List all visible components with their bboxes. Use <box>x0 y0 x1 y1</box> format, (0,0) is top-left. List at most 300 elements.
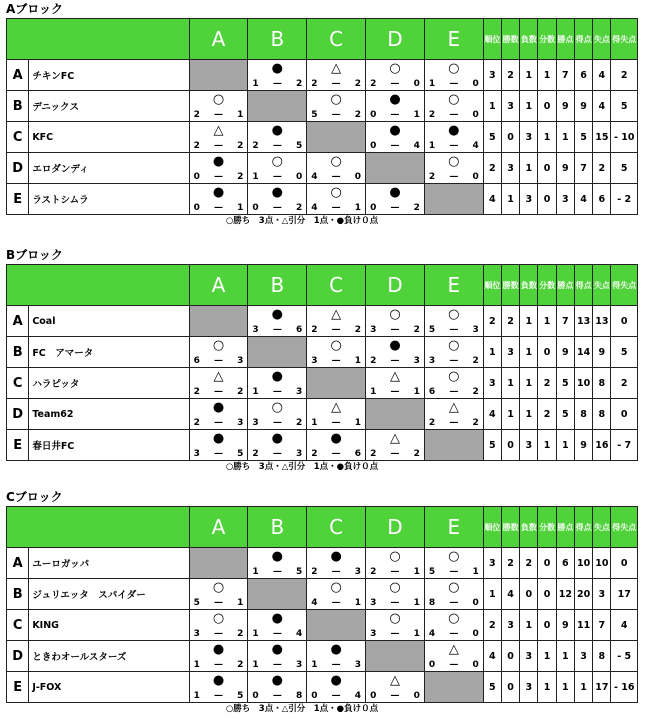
column-header: B <box>248 19 307 60</box>
stat-value: 17 <box>593 672 611 703</box>
result-symbol: ● <box>330 673 342 688</box>
stat-value: 0 <box>520 579 538 610</box>
match-score <box>370 141 420 151</box>
column-header: B <box>248 507 307 548</box>
team-row <box>7 548 638 579</box>
result-symbol: ○ <box>271 400 283 415</box>
match-result-cell <box>189 337 248 368</box>
stat-value: 1 <box>556 672 574 703</box>
stat-value: 9 <box>574 430 592 461</box>
match-result-cell <box>424 610 483 641</box>
stat-value: 3 <box>501 153 519 184</box>
home-goals: 5 <box>428 325 436 335</box>
stat-value: 3 <box>520 672 538 703</box>
self-match-cell <box>424 672 483 703</box>
stat-header: 分数 <box>538 265 556 306</box>
team-name: Team62 <box>29 399 189 430</box>
standings-table <box>6 18 638 215</box>
stat-value: 2 <box>538 399 556 430</box>
stat-value: 6 <box>593 184 611 215</box>
stat-header: 勝点 <box>556 507 574 548</box>
match-result-cell <box>248 672 307 703</box>
block-3 <box>6 490 638 715</box>
match-result-cell <box>248 548 307 579</box>
stat-value: 1 <box>520 153 538 184</box>
stat-value: 0 <box>538 91 556 122</box>
stat-value: 10 <box>574 368 592 399</box>
result-symbol: △ <box>331 61 342 76</box>
match-result-cell <box>424 368 483 399</box>
score-dash: — <box>390 325 400 335</box>
match-result-cell <box>248 399 307 430</box>
stat-value: 4 <box>611 610 638 641</box>
away-goals: 5 <box>237 449 244 459</box>
stat-value: 9 <box>556 337 574 368</box>
home-goals: 1 <box>252 172 259 182</box>
away-goals: 1 <box>413 387 420 397</box>
block-2 <box>6 248 638 473</box>
stat-header: 勝点 <box>556 265 574 306</box>
away-goals: 6 <box>295 325 303 335</box>
stat-value: 20 <box>574 579 592 610</box>
score-dash: — <box>272 172 282 182</box>
match-result-cell <box>248 430 307 461</box>
team-name: Coal <box>29 306 189 337</box>
score-dash: — <box>390 387 400 397</box>
stat-value: 1 <box>520 60 538 91</box>
match-score <box>370 598 420 608</box>
team-name: FC アマータ <box>29 337 189 368</box>
home-goals: 5 <box>193 598 200 608</box>
stat-value: 3 <box>520 430 538 461</box>
result-symbol: △ <box>448 400 459 415</box>
stat-value: 4 <box>483 641 501 672</box>
away-goals: 0 <box>413 691 420 701</box>
match-result-cell <box>424 122 483 153</box>
result-symbol: ● <box>212 185 225 200</box>
match-result-cell <box>424 91 483 122</box>
score-dash: — <box>272 629 282 639</box>
team-row <box>7 399 638 430</box>
match-result-cell <box>366 672 425 703</box>
team-name: 春日井FC <box>29 430 189 461</box>
team-name: ときわオールスターズ <box>29 641 189 672</box>
stat-value: 3 <box>501 337 519 368</box>
score-dash: — <box>390 79 400 89</box>
result-symbol: ● <box>271 307 283 322</box>
score-dash: — <box>214 691 223 701</box>
stat-value: 0 <box>611 548 638 579</box>
home-goals: 2 <box>311 79 318 89</box>
result-symbol: ○ <box>212 92 225 107</box>
home-goals: 0 <box>252 203 259 213</box>
self-match-cell <box>424 430 483 461</box>
stat-value: 5 <box>483 122 501 153</box>
stat-value: 1 <box>520 337 538 368</box>
stat-value: - 10 <box>611 122 638 153</box>
home-goals: 2 <box>193 418 200 428</box>
result-symbol: ● <box>212 400 225 415</box>
stat-value: 3 <box>520 184 538 215</box>
home-goals: 3 <box>311 356 318 366</box>
result-symbol: ● <box>330 431 342 446</box>
match-result-cell <box>307 153 366 184</box>
match-result-cell <box>248 60 307 91</box>
stat-header: 得失点 <box>611 507 638 548</box>
away-goals: 2 <box>354 325 362 335</box>
match-score <box>194 449 244 459</box>
stat-value: 3 <box>520 122 538 153</box>
match-result-cell <box>366 337 425 368</box>
match-result-cell <box>307 641 366 672</box>
score-dash: — <box>214 660 223 670</box>
row-label: A <box>7 60 29 91</box>
stat-value: - 7 <box>611 430 638 461</box>
match-score <box>370 691 420 701</box>
match-score <box>429 598 479 608</box>
match-result-cell <box>307 91 366 122</box>
stat-value: 2 <box>483 306 501 337</box>
header-corner <box>7 507 190 548</box>
home-goals: 1 <box>252 629 259 639</box>
home-goals: 0 <box>370 141 377 151</box>
away-goals: 3 <box>237 356 244 366</box>
home-goals: 3 <box>252 325 259 335</box>
score-dash: — <box>331 79 341 89</box>
match-score <box>252 691 302 701</box>
stat-value: 0 <box>501 430 519 461</box>
home-goals: 1 <box>193 660 200 670</box>
away-goals: 3 <box>295 660 303 670</box>
result-symbol: ● <box>212 154 225 169</box>
away-goals: 2 <box>413 449 420 459</box>
match-score <box>370 567 420 577</box>
score-dash: — <box>390 110 400 120</box>
match-score <box>370 203 420 213</box>
match-result-cell <box>307 60 366 91</box>
match-score <box>252 325 302 335</box>
match-score <box>194 598 244 608</box>
stat-value: 3 <box>556 184 574 215</box>
row-label: D <box>7 153 29 184</box>
column-header: D <box>366 265 425 306</box>
result-symbol: ○ <box>389 61 401 76</box>
result-symbol: ○ <box>448 549 460 564</box>
self-match-cell <box>189 548 248 579</box>
away-goals: 0 <box>472 79 479 89</box>
away-goals: 3 <box>295 387 303 397</box>
away-goals: 1 <box>354 418 362 428</box>
header-corner <box>7 19 190 60</box>
stat-value: 3 <box>593 579 611 610</box>
legend: ○勝ち 3点・△引分 1点・●負け０点 <box>225 704 379 714</box>
match-score <box>370 629 420 639</box>
stat-value: 7 <box>593 610 611 641</box>
team-row <box>7 306 638 337</box>
home-goals: 1 <box>370 387 377 397</box>
stat-value: 2 <box>538 368 556 399</box>
home-goals: 8 <box>428 598 436 608</box>
home-goals: 0 <box>370 203 377 213</box>
stat-value: 1 <box>501 184 519 215</box>
result-symbol: ○ <box>389 549 401 564</box>
score-dash: — <box>449 567 459 577</box>
row-label: E <box>7 430 29 461</box>
score-dash: — <box>214 418 223 428</box>
stat-value: 9 <box>593 337 611 368</box>
match-result-cell <box>366 610 425 641</box>
away-goals: 1 <box>413 629 420 639</box>
stat-value: 16 <box>593 430 611 461</box>
result-symbol: ● <box>389 338 401 353</box>
result-symbol: ● <box>271 61 283 76</box>
score-dash: — <box>390 449 400 459</box>
home-goals: 1 <box>193 691 200 701</box>
away-goals: 2 <box>295 418 303 428</box>
score-dash: — <box>390 691 400 701</box>
home-goals: 2 <box>428 110 436 120</box>
stat-value: 17 <box>611 579 638 610</box>
score-dash: — <box>449 598 459 608</box>
self-match-cell <box>366 153 425 184</box>
column-header: A <box>189 19 248 60</box>
match-score <box>370 387 420 397</box>
row-label: B <box>7 579 29 610</box>
result-symbol: ● <box>271 185 283 200</box>
match-result-cell <box>424 153 483 184</box>
match-score <box>429 567 479 577</box>
stat-value: 8 <box>593 399 611 430</box>
result-symbol: ○ <box>330 185 342 200</box>
match-result-cell <box>424 641 483 672</box>
result-symbol: ○ <box>448 92 460 107</box>
away-goals: 6 <box>354 449 362 459</box>
away-goals: 8 <box>295 691 303 701</box>
score-dash: — <box>214 629 223 639</box>
match-result-cell <box>248 368 307 399</box>
away-goals: 0 <box>472 598 479 608</box>
team-row <box>7 672 638 703</box>
stat-value: 5 <box>611 91 638 122</box>
stat-value: 9 <box>556 153 574 184</box>
match-result-cell <box>189 672 248 703</box>
home-goals: 2 <box>252 449 259 459</box>
stat-value: 0 <box>538 579 556 610</box>
match-result-cell <box>424 337 483 368</box>
match-score <box>370 325 420 335</box>
score-dash: — <box>449 387 459 397</box>
result-symbol: △ <box>389 369 400 384</box>
score-dash: — <box>214 449 223 459</box>
score-dash: — <box>214 203 223 213</box>
stat-value: 1 <box>501 399 519 430</box>
away-goals: 0 <box>472 660 479 670</box>
stat-value: 3 <box>574 641 592 672</box>
stat-value: 7 <box>556 306 574 337</box>
match-score <box>194 660 244 670</box>
stat-value: 1 <box>483 91 501 122</box>
row-label: B <box>7 91 29 122</box>
stat-value: 1 <box>538 122 556 153</box>
score-dash: — <box>214 387 223 397</box>
self-match-cell <box>248 91 307 122</box>
match-result-cell <box>424 306 483 337</box>
stat-value: 2 <box>501 306 519 337</box>
stat-header: 分数 <box>538 507 556 548</box>
stat-value: 14 <box>574 337 592 368</box>
row-label: C <box>7 368 29 399</box>
row-label: B <box>7 337 29 368</box>
row-label: A <box>7 306 29 337</box>
stat-value: 2 <box>520 548 538 579</box>
match-score <box>311 691 361 701</box>
home-goals: 1 <box>252 660 259 670</box>
home-goals: 2 <box>370 356 377 366</box>
stat-value: - 2 <box>611 184 638 215</box>
home-goals: 4 <box>311 172 318 182</box>
match-score <box>311 449 361 459</box>
home-goals: 1 <box>428 141 436 151</box>
match-result-cell <box>424 399 483 430</box>
stat-value: 1 <box>556 641 574 672</box>
match-score <box>429 418 479 428</box>
stat-value: 1 <box>556 430 574 461</box>
column-header: E <box>424 19 483 60</box>
result-symbol: ○ <box>330 92 342 107</box>
match-score <box>370 449 420 459</box>
stat-header: 失点 <box>593 507 611 548</box>
result-symbol: ● <box>271 611 283 626</box>
result-symbol: ○ <box>389 307 401 322</box>
result-symbol: ○ <box>448 307 460 322</box>
home-goals: 3 <box>370 629 377 639</box>
away-goals: 3 <box>237 418 244 428</box>
result-symbol: ○ <box>448 61 460 76</box>
score-dash: — <box>331 449 341 459</box>
block-1 <box>6 2 638 227</box>
self-match-cell <box>248 579 307 610</box>
self-match-cell <box>366 641 425 672</box>
match-score <box>429 110 479 120</box>
score-dash: — <box>390 141 400 151</box>
match-result-cell <box>307 430 366 461</box>
away-goals: 1 <box>354 356 362 366</box>
self-match-cell <box>366 399 425 430</box>
match-result-cell <box>307 306 366 337</box>
stat-value: 9 <box>556 610 574 641</box>
stat-value: 1 <box>538 306 556 337</box>
score-dash: — <box>331 567 341 577</box>
match-result-cell <box>189 91 248 122</box>
result-symbol: △ <box>389 431 400 446</box>
score-dash: — <box>331 660 341 670</box>
home-goals: 0 <box>370 110 377 120</box>
score-dash: — <box>390 629 400 639</box>
away-goals: 1 <box>413 110 420 120</box>
score-dash: — <box>331 172 341 182</box>
row-label: D <box>7 399 29 430</box>
match-score <box>429 172 479 182</box>
team-name: ジュリエッタ スパイダー <box>29 579 189 610</box>
match-result-cell <box>424 579 483 610</box>
result-symbol: ● <box>389 123 401 138</box>
result-symbol: ● <box>271 673 283 688</box>
away-goals: 1 <box>472 567 479 577</box>
score-dash: — <box>390 356 400 366</box>
score-dash: — <box>272 325 282 335</box>
score-dash: — <box>331 598 341 608</box>
home-goals: 2 <box>428 172 436 182</box>
stat-value: 5 <box>483 430 501 461</box>
stat-header: 得失点 <box>611 265 638 306</box>
match-score <box>311 356 361 366</box>
stat-value: 5 <box>574 122 592 153</box>
home-goals: 2 <box>193 387 200 397</box>
match-score <box>252 629 302 639</box>
team-name: エロダンディ <box>29 153 189 184</box>
stat-value: 1 <box>483 579 501 610</box>
team-row <box>7 430 638 461</box>
team-row <box>7 91 638 122</box>
stat-header: 得点 <box>574 19 592 60</box>
match-result-cell <box>366 579 425 610</box>
result-symbol: ● <box>448 123 460 138</box>
column-header: B <box>248 265 307 306</box>
result-symbol: ● <box>271 549 283 564</box>
score-dash: — <box>272 203 282 213</box>
match-score <box>194 172 244 182</box>
stat-value: 3 <box>501 91 519 122</box>
match-score <box>194 110 244 120</box>
match-result-cell <box>307 337 366 368</box>
away-goals: 3 <box>354 567 362 577</box>
score-dash: — <box>331 356 341 366</box>
result-symbol: ○ <box>448 580 460 595</box>
home-goals: 3 <box>370 598 377 608</box>
match-score <box>429 660 479 670</box>
match-result-cell <box>189 430 248 461</box>
stat-value: 5 <box>483 672 501 703</box>
stat-header: 勝数 <box>501 19 519 60</box>
away-goals: 3 <box>295 449 303 459</box>
stat-value: 1 <box>538 60 556 91</box>
stat-value: 1 <box>520 610 538 641</box>
match-score <box>252 660 302 670</box>
home-goals: 0 <box>193 203 200 213</box>
score-dash: — <box>272 691 282 701</box>
stat-value: 5 <box>611 337 638 368</box>
result-symbol: ● <box>271 369 283 384</box>
stat-value: 8 <box>593 368 611 399</box>
stat-value: 3 <box>520 641 538 672</box>
score-dash: — <box>390 598 400 608</box>
away-goals: 3 <box>472 325 479 335</box>
result-symbol: ○ <box>212 611 225 626</box>
away-goals: 2 <box>237 660 244 670</box>
away-goals: 2 <box>413 325 420 335</box>
away-goals: 1 <box>237 110 244 120</box>
away-goals: 0 <box>354 172 362 182</box>
team-name: チキンFC <box>29 60 189 91</box>
stat-value: 8 <box>593 641 611 672</box>
match-score <box>429 79 479 89</box>
home-goals: 0 <box>252 691 259 701</box>
stat-value: - 5 <box>611 641 638 672</box>
match-result-cell <box>248 122 307 153</box>
match-score <box>370 356 420 366</box>
row-label: E <box>7 184 29 215</box>
result-symbol: ○ <box>212 580 225 595</box>
